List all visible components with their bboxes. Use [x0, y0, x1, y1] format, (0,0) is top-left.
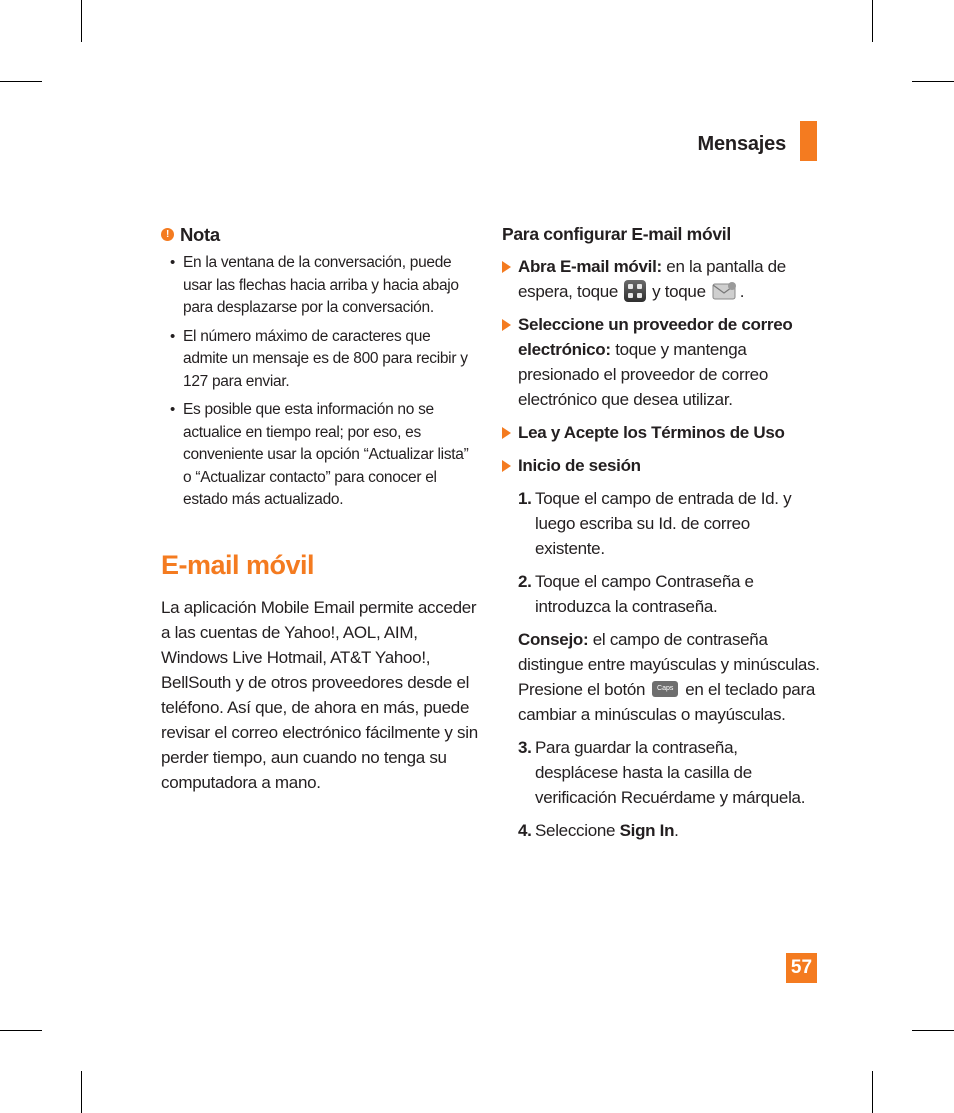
crop-mark: [912, 1030, 954, 1031]
right-column: [502, 222, 822, 843]
item-text: Toque el campo de entrada de Id. y luego escriba su Id. de correo existente.: [535, 489, 792, 558]
note-item: [161, 399, 479, 512]
crop-mark: [872, 0, 873, 42]
bullet: •: [170, 327, 175, 345]
item-text: Toque el campo Contraseña e introduzca la contraseña.: [535, 572, 754, 616]
step-text: toque y mantenga presionado el proveedor de correo electrónico que desea utilizar.: [518, 340, 768, 409]
section-header: Mensajes: [697, 133, 786, 155]
step-sign-in: [502, 453, 822, 478]
section-tab-marker: [800, 121, 817, 161]
numbered-item: [502, 735, 822, 810]
bullet: •: [170, 254, 175, 271]
numbered-item: [502, 486, 822, 561]
item-number: 3.: [518, 738, 532, 757]
item-text: .: [674, 821, 679, 840]
item-number: 4.: [518, 821, 532, 840]
arrow-bullet-icon: [502, 427, 511, 439]
item-bold-text: Sign In: [619, 821, 675, 840]
crop-mark: [912, 81, 954, 82]
note-heading: [161, 222, 479, 246]
note-item-text: Es posible que esta información no se actualice en tiempo real; por eso, es conveniente usar la opción “Actualizar lista” o “Actualizar contacto” para conocer el estado más actualizado.: [183, 401, 469, 508]
step-label: Inicio de sesión: [518, 456, 641, 475]
tip: [502, 627, 822, 727]
crop-mark: [872, 1071, 873, 1113]
numbered-item: [502, 818, 822, 843]
tip-label: Consejo:: [518, 630, 589, 649]
item-number: 2.: [518, 572, 532, 591]
step-label: Abra E-mail móvil:: [518, 257, 662, 276]
step-select-provider: [502, 312, 822, 412]
crop-mark: [0, 81, 42, 82]
tip-text: en el teclado para cambiar a minúsculas o mayúsculas.: [518, 680, 815, 724]
item-text: Para guardar la contraseña, desplácese hasta la casilla de verificación Recuérdame y márquela.: [535, 738, 806, 807]
config-heading: Para configurar E-mail móvil: [502, 224, 731, 244]
crop-mark: [81, 0, 82, 42]
item-number: 1.: [518, 489, 532, 508]
crop-mark: [0, 1030, 42, 1031]
apps-grid-icon: [624, 280, 646, 302]
note-heading-label: Nota: [180, 223, 220, 245]
step-text: .: [739, 282, 745, 301]
arrow-bullet-icon: [502, 319, 511, 331]
page-number: 57: [786, 953, 817, 983]
crop-mark: [81, 1071, 82, 1113]
caps-key-icon: Caps: [652, 681, 678, 697]
step-text: en la pantalla de espera, toque: [518, 257, 786, 301]
note-item: [161, 326, 479, 394]
tip-text: el campo de contraseña distingue entre mayúsculas y minúsculas. Presione el botón: [518, 630, 820, 699]
numbered-item: [502, 569, 822, 619]
note-item-text: El número máximo de caracteres que admite un mensaje es de 800 para recibir y 127 para enviar.: [183, 327, 468, 390]
arrow-bullet-icon: [502, 460, 511, 472]
bullet: •: [170, 401, 175, 418]
left-column: [161, 222, 479, 795]
section-title: E-mail móvil: [161, 549, 315, 580]
section-body: La aplicación Mobile Email permite acceder a las cuentas de Yahoo!, AOL, AIM, Windows Live Hotmail, AT&T Yahoo!, BellSouth y de otros proveedores desde el teléfono. Así que, de ahora en más, puede revisar el correo electrónico fácilmente y sin perder tiempo, aun cuando no tenga su computadora a mano.: [161, 597, 478, 792]
note-list: [161, 252, 479, 512]
step-label: Lea y Acepte los Términos de Uso: [518, 423, 785, 442]
step-accept-terms: [502, 420, 822, 445]
note-item: [161, 252, 479, 320]
warning-icon: !: [161, 228, 174, 241]
note-item-text: En la ventana de la conversación, puede usar las flechas hacia arriba y hacia abajo para desplazarse por la conversación.: [183, 254, 459, 316]
email-app-icon: [712, 281, 738, 301]
step-open-email: [502, 254, 822, 304]
item-text: Seleccione: [535, 821, 616, 840]
step-text: y toque: [652, 282, 706, 301]
step-label: Seleccione un proveedor de correo electrónico:: [518, 315, 793, 359]
arrow-bullet-icon: [502, 261, 511, 273]
